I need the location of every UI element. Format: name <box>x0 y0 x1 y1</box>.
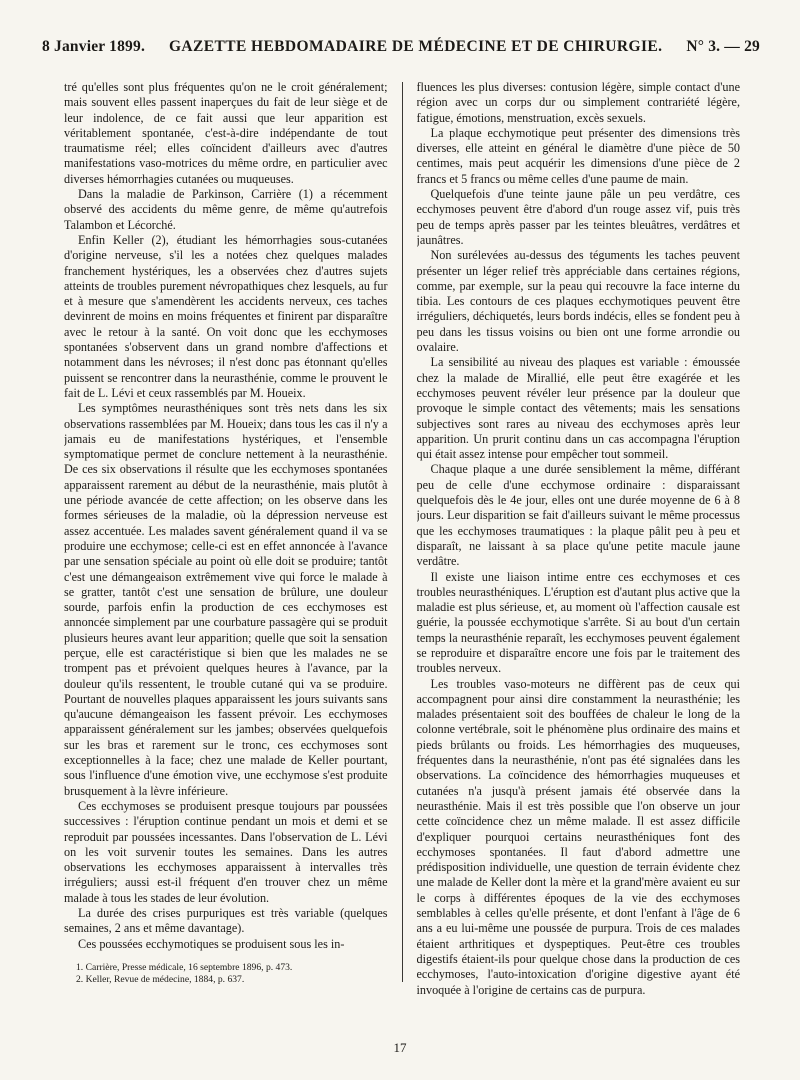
header-journal-title: GAZETTE HEBDOMADAIRE DE MÉDECINE ET DE CHIRURGIE. <box>168 38 663 55</box>
paragraph: Dans la maladie de Parkinson, Carrière (1) a récemment observé des accidents du même genre, de même qu'autrefois Talambon et Lécorché. <box>64 187 388 232</box>
right-column-body <box>417 80 741 998</box>
running-header <box>42 38 760 60</box>
paragraph: Quelquefois d'une teinte jaune pâle un peu verdâtre, ces ecchymoses peuvent être d'abord d'un rouge assez vif, puis très peu de temps après passer par les teintes bleuâtres, verdâtres et jaunâtres. <box>416 187 741 247</box>
paragraph: Ces ecchymoses se produisent presque toujours par poussées successives : l'éruption continue pendant un mois et demi et se reproduit par poussées incessantes. Dans l'observation de L. Lévi on les voit survenir toutes les semaines. Dans les autres observations les ecchymoses apparaissent à intervalles très irréguliers; aussi est-il fréquent d'en trouver chez un même malade à tous les stades de leur évolution. <box>64 798 388 905</box>
paragraph: Les troubles vaso-moteurs ne diffèrent pas de ceux qui accompagnent pour ainsi dire constamment la neurasthénie; les malades présentaient soit des bouffées de chaleur le long de la colonne vertébrale, soit le phénomène plus ordinaire des mains et pieds brûlants ou froids. Les hémorrhagies des muqueuses, fréquentes dans la neurasthénie, n'ont pas été signalées dans les observations. La coïncidence des hémorrhagies muqueuses et cutanées n'a jusqu'à présent jamais été observée dans la neurasthénie. Mais il est très possible que l'on observe un jour cette coïncidence chez un même malade. Il est assez difficile d'expliquer pourquoi certains neurasthéniques font des ecchymoses spontanées. Il faut d'abord admettre une prédisposition individuelle, une question de terrain évidente chez une malade de Keller dont la mère et la grand'mère avaient eu sur le corps à différentes époques de la vie des ecchymoses semblables à celles qu'elle présente, et dont l'enfant à l'âge de 6 ans a eu lui-même une poussée de purpura. Trois de ces malades étaient arthritiques et dyspeptiques. Peut-être ces troubles digestifs étaient-ils pour quelque chose dans la production de ces ecchymoses, l'auto-intoxication d'origine digestive ayant été invoquée à l'origine de certains cas de purpura. <box>416 676 741 997</box>
right-column <box>417 80 741 1050</box>
paragraph: tré qu'elles sont plus fréquentes qu'on ne le croit généralement; mais souvent elles passent inaperçues du fait de leur siège et de leur indolence, de ce fait aussi que leur apparition est véritablement spontanée, c'est-à-dire indépendante de tout traumatisme réel; elles coïncident d'ailleurs avec d'autres manifestations vaso-motrices du même ordre, en particulier avec diverses hémorrhagies cutanées ou muqueuses. <box>64 80 388 186</box>
column-rule <box>402 82 403 982</box>
paragraph: Il existe une liaison intime entre ces ecchymoses et ces troubles neurasthéniques. L'éruption est d'autant plus active que la maladie est plus sérieuse, et, au moment où l'affection causale est guérie, la poussée ecchymotique s'arrête. Si au bout d'un certain temps la neurasthénie reparaît, les ecchymoses peuvent également se reproduire et disparaître encore une fois par le traitement des troubles nerveux. <box>416 569 741 676</box>
paragraph: Les symptômes neurasthéniques sont très nets dans les six observations rassemblées par M. Houeix; dans tous les cas il n'y a jamais eu de manifestations hystériques, et l'ensemble symptomatique permet de conclure nettement à la neurasthénie. De ces six observations il résulte que les ecchymoses spontanées apparaissent rarement au début de la neurasthénie, mais plutôt à une période avancée de cette affection; on les observe dans les formes sérieuses de la maladie, où la dépression nerveuse est assez accentuée. Les malades savent généralement quand il va se produire une ecchymose; celle-ci est en effet annoncée à l'avance par une sensation spéciale au point où elle doit se produire; tantôt c'est une démangeaison extrêmement vive qui force le malade à se gratter, tantôt c'est une sensation de brûlure, une douleur sourde, parfois enfin la production de ces ecchymoses est annoncée simplement par une courbature passagère qui se produit plusieurs heures avant leur apparition; quelle que soit la sensation perçue, elle est caractéristique si bien que les malades ne se trompent pas et prévoient quelques heures à l'avance, par la douleur qu'ils ressentent, le trouble cutané qui va se produire. Pourtant de nouvelles plaques apparaissent les jours suivants sans qu'aucune démangeaison les fassent prévoir. Les ecchymoses apparaissent généralement sur les jambes; observées quelquefois sur les bras et rarement sur le tronc, ces ecchymoses sont exceptionnelles à la face; chez une malade de Keller pourtant, sous l'influence d'une émotion vive, une ecchymose s'est produite brusquement à la lèvre inférieure. <box>64 401 388 798</box>
page-number: 17 <box>393 1040 407 1055</box>
paragraph: Chaque plaque a une durée sensiblement la même, différant peu de celle d'une ecchymose ordinaire : disparaissant quelquefois dès le 4e jour, elles ont une durée moyenne de 6 à 8 jours. Leur disparition se fait d'ailleurs suivant le même processus que les ecchymoses traumatiques : la plaque pâlit peu à peu et disparaît, ne laissant à sa place qu'une petite macule jaune verdâtre. <box>416 462 741 569</box>
footnote: 1. Carrière, Presse médicale, 16 septembre 1896, p. 473. <box>76 961 293 973</box>
header-issue-page: N° 3. — 29 <box>686 38 760 55</box>
left-column-body <box>64 80 388 952</box>
footnote: 2. Keller, Revue de médecine, 1884, p. 637. <box>76 973 245 985</box>
paragraph: La plaque ecchymotique peut présenter des dimensions très diverses, elle atteint en général le diamètre d'une pièce de 50 centimes, mais peut acquérir les dimensions d'une pièce de 2 francs et 5 francs ou même celles d'une paume de main. <box>416 125 741 186</box>
paragraph: Ces poussées ecchymotiques se produisent sous les in- <box>78 936 345 951</box>
paragraph: Non surélevées au-dessus des téguments les taches peuvent présenter un léger relief très appréciable dans certaines régions, comme, par exemple, sur la peau qui recouvre la face interne du tibia. Les contours de ces plaques ecchymotiques peuvent être irréguliers, déchiquetés, leurs bords indécis, elles se fondent peu à peu dans les tissus voisins ou bien ont une forme arrondie ou ovalaire. <box>416 248 741 355</box>
header-date: 8 Janvier 1899. <box>42 38 146 55</box>
text-columns <box>64 80 740 1050</box>
paragraph: fluences les plus diverses: contusion légère, simple contact d'une région avec un corps dur ou simplement contrariété légère, fatigue, émotions, menstruation, excès sexuels. <box>416 80 741 125</box>
left-column <box>64 80 388 1050</box>
paragraph: La sensibilité au niveau des plaques est variable : émoussée chez la malade de Mirallié, elle peut être exagérée et les ecchymoses peuvent révéler leur présence par la douleur que provoque le simple contact des vêtements; mais les sensations subjectives sont rares au niveau des ecchymoses après leur apparition. Un prurit continu dans un cas accompagna l'éruption qui était assez intense pour empêcher tout sommeil. <box>416 355 741 462</box>
footnotes <box>64 958 388 986</box>
paragraph: La durée des crises purpuriques est très variable (quelques semaines, 2 ans et même davantage). <box>64 906 388 936</box>
paragraph: Enfin Keller (2), étudiant les hémorrhagies sous-cutanées d'origine nerveuse, s'il les a notées chez quelques malades franchement hystériques, les a observées chez d'autres sujets atteints de troubles purement névropathiques chez lesquels, au fur et à mesure que s'amendèrent les accidents nerveux, ces taches devinrent de moins en moins fréquentes et finirent par disparaître avec le retour à la santé. On voit donc que les ecchymoses spontanées s'observent dans un grand nombre d'affections et notamment dans les névroses; il n'est donc pas étonnant qu'elles puissent se rencontrer dans la neurasthénie, comme le prouvent le fait de L. Lévi et ceux rassemblés par M. Houeix. <box>64 232 388 400</box>
